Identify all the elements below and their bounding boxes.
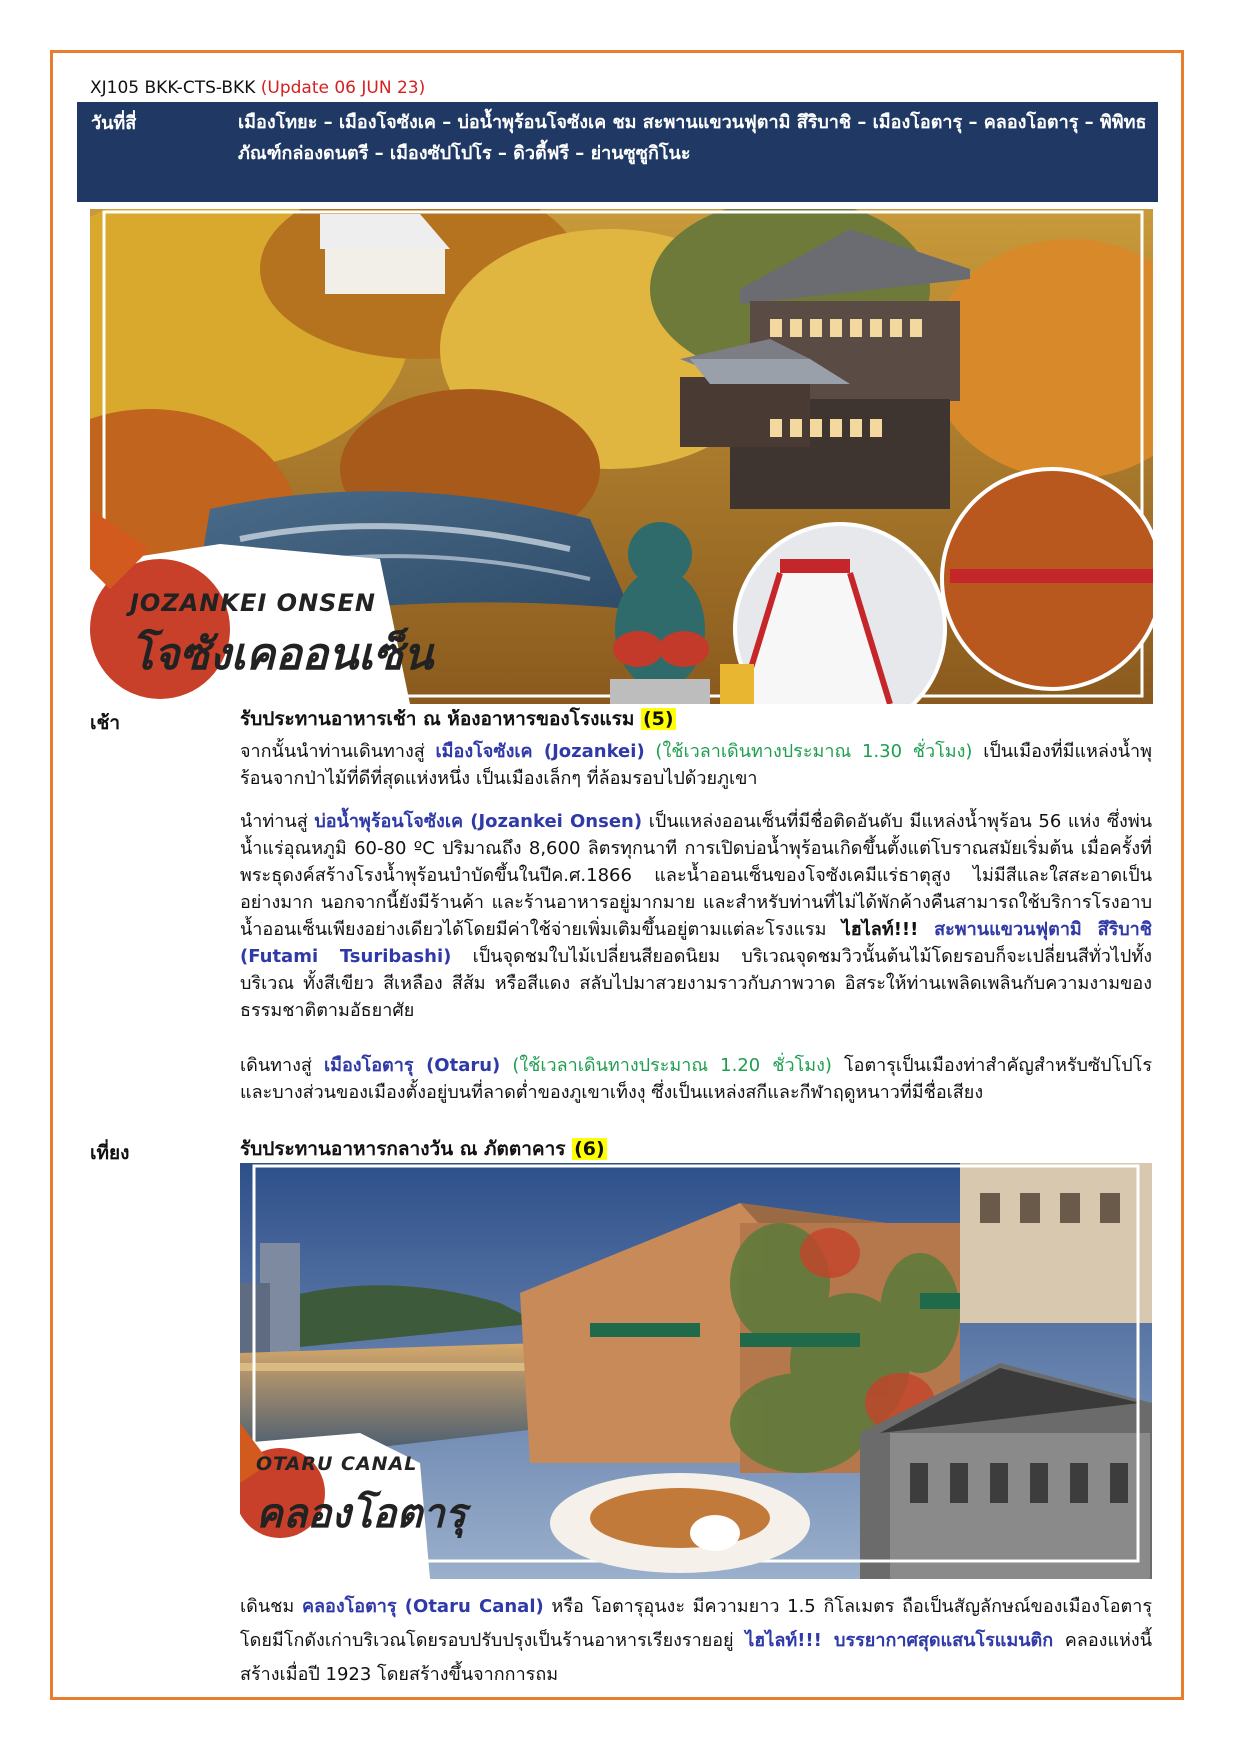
day-header <box>77 102 1158 202</box>
update-date: (Update 06 JUN 23) <box>260 78 426 98</box>
canal-paragraph: เดินชม คลองโอตารุ (Otaru Canal) หรือ โอตารุอุนงะ มีความยาว 1.5 กิโลเมตร ถือเป็นสัญลักษณ์ของเมืองโอตารุ โดยมีโกดังเก่าบริเวณโดยรอบปรับปรุงเป็นร้านอาหารเรียงรายอยู่ ไฮไลท์!!! บรรยากาศสุดแสนโรแมนติก คลองแห่งนี้สร้างเมื่อปี 1923 โดยสร้างขึ้นจากการถม <box>240 1596 1152 1685</box>
otaru-label-en: OTARU CANAL <box>256 1453 418 1475</box>
morning-meal: รับประทานอาหารเช้า ณ ห้องอาหารของโรงแรม (5) <box>240 708 674 730</box>
morning-paragraph-2: นำท่านสู่ บ่อน้ำพุร้อนโจซังเค (Jozankei Onsen) เป็นแหล่งออนเซ็นที่มีชื่อติดอันดับ มีแหล่งน้ำพุร้อน 56 แห่ง ซึ่งพ่นน้ำแร่อุณหภูมิ 60-80 ºC ปริมาณถึง 8,600 ลิตรทุกนาที การเปิดบ่อน้ำพุร้อนเกิดขึ้นตั้งแต่โบราณสมัยเริ่มต้น เมื่อครั้งที่พระธุดงค์สร้างโรงน้ำพุร้อนบำบัดขึ้นในปีค.ศ.1866 และน้ำออนเซ็นของโจซังเคมีแร่ธาตุสูง ไม่มีสีและใสสะอาดเป็นอย่างมาก นอกจากนี้ยังมีร้านค้า และร้านอาหารอยู่มากมาย และสำหรับท่านที่ไม่ได้พักค้างคืนสามารถใช้บริการโรงอาบน้ำออนเซ็นเพียงอย่างเดียวได้โดยมีค่าใช้จ่ายเพิ่มเติมขึ้นอยู่ตามแต่ละโรงแรม ไฮไลท์!!! สะพานแขวนฟุตามิ สึริบาชิ (Futami Tsuribashi) เป็นจุดชมใบไม้เปลี่ยนสียอดนิยม บริเวณจุดชมวิวนั้นต้นไม้โดยรอบก็จะเปลี่ยนสีทั่วไปทั้งบริเวณ ทั้งสีเขียว สีเหลือง สีส้ม หรือสีแดง สลับไปมาสวยงามราวกับภาพวาด อิสระให้ท่านเพลิดเพลินกับความงามของธรรมชาติตามอัธยาศัย <box>240 811 1153 1021</box>
morning-paragraph-1: จากนั้นนำท่านเดินทางสู่ เมืองโจซังเค (Jozankei) (ใช้เวลาเดินทางประมาณ 1.30 ชั่วโมง) เป็นเมืองที่มีแหล่งน้ำพุร้อนจากป่าไม้ที่ดีที่สุดแห่งหนึ่ง เป็นเมืองเล็กๆ ที่ล้อมรอบไปด้วยภูเขา <box>240 741 1153 789</box>
meal-number: (5) <box>642 708 674 730</box>
day-label: วันที่สี่ <box>91 113 137 134</box>
slot-morning: เช้า <box>90 712 121 734</box>
lunch-meal: รับประทานอาหารกลางวัน ณ ภัตตาคาร (6) <box>240 1138 605 1160</box>
otaru-label-th: คลองโอตารุ <box>256 1491 467 1537</box>
tour-code: XJ105 BKK-CTS-BKK (Update 06 JUN 23) <box>90 78 426 98</box>
slot-lunch: เที่ยง <box>90 1142 130 1164</box>
otaru-canal-photo <box>240 1163 1152 1579</box>
jozankei-label-th: โจซังเคออนเซ็น <box>130 629 434 680</box>
jozankei-label-en: JOZANKEI ONSEN <box>130 589 376 617</box>
jozankei-photo <box>90 209 1153 704</box>
day-title: เมืองโทยะ – เมืองโจซังเค – บ่อน้ำพุร้อนโจซังเค ชม สะพานแขวนฟุตามิ สึริบาชิ – เมืองโอตารุ – คลองโอตารุ – พิพิทธภัณฑ์กล่องดนตรี – เมืองซัปโปโร – ดิวตี้ฟรี – ย่านซูซูกิโนะ <box>238 112 1147 164</box>
meal-number: (6) <box>574 1138 605 1160</box>
morning-paragraph-3: เดินทางสู่ เมืองโอตารุ (Otaru) (ใช้เวลาเดินทางประมาณ 1.20 ชั่วโมง) โอตารุเป็นเมืองท่าสำคัญสำหรับซัปโปโร และบางส่วนของเมืองตั้งอยู่บนที่ลาดต่ำของภูเขาเท็งงุ ซึ่งเป็นแหล่งสกีและกีฬาฤดูหนาวที่มีชื่อเสียง <box>240 1055 1152 1103</box>
